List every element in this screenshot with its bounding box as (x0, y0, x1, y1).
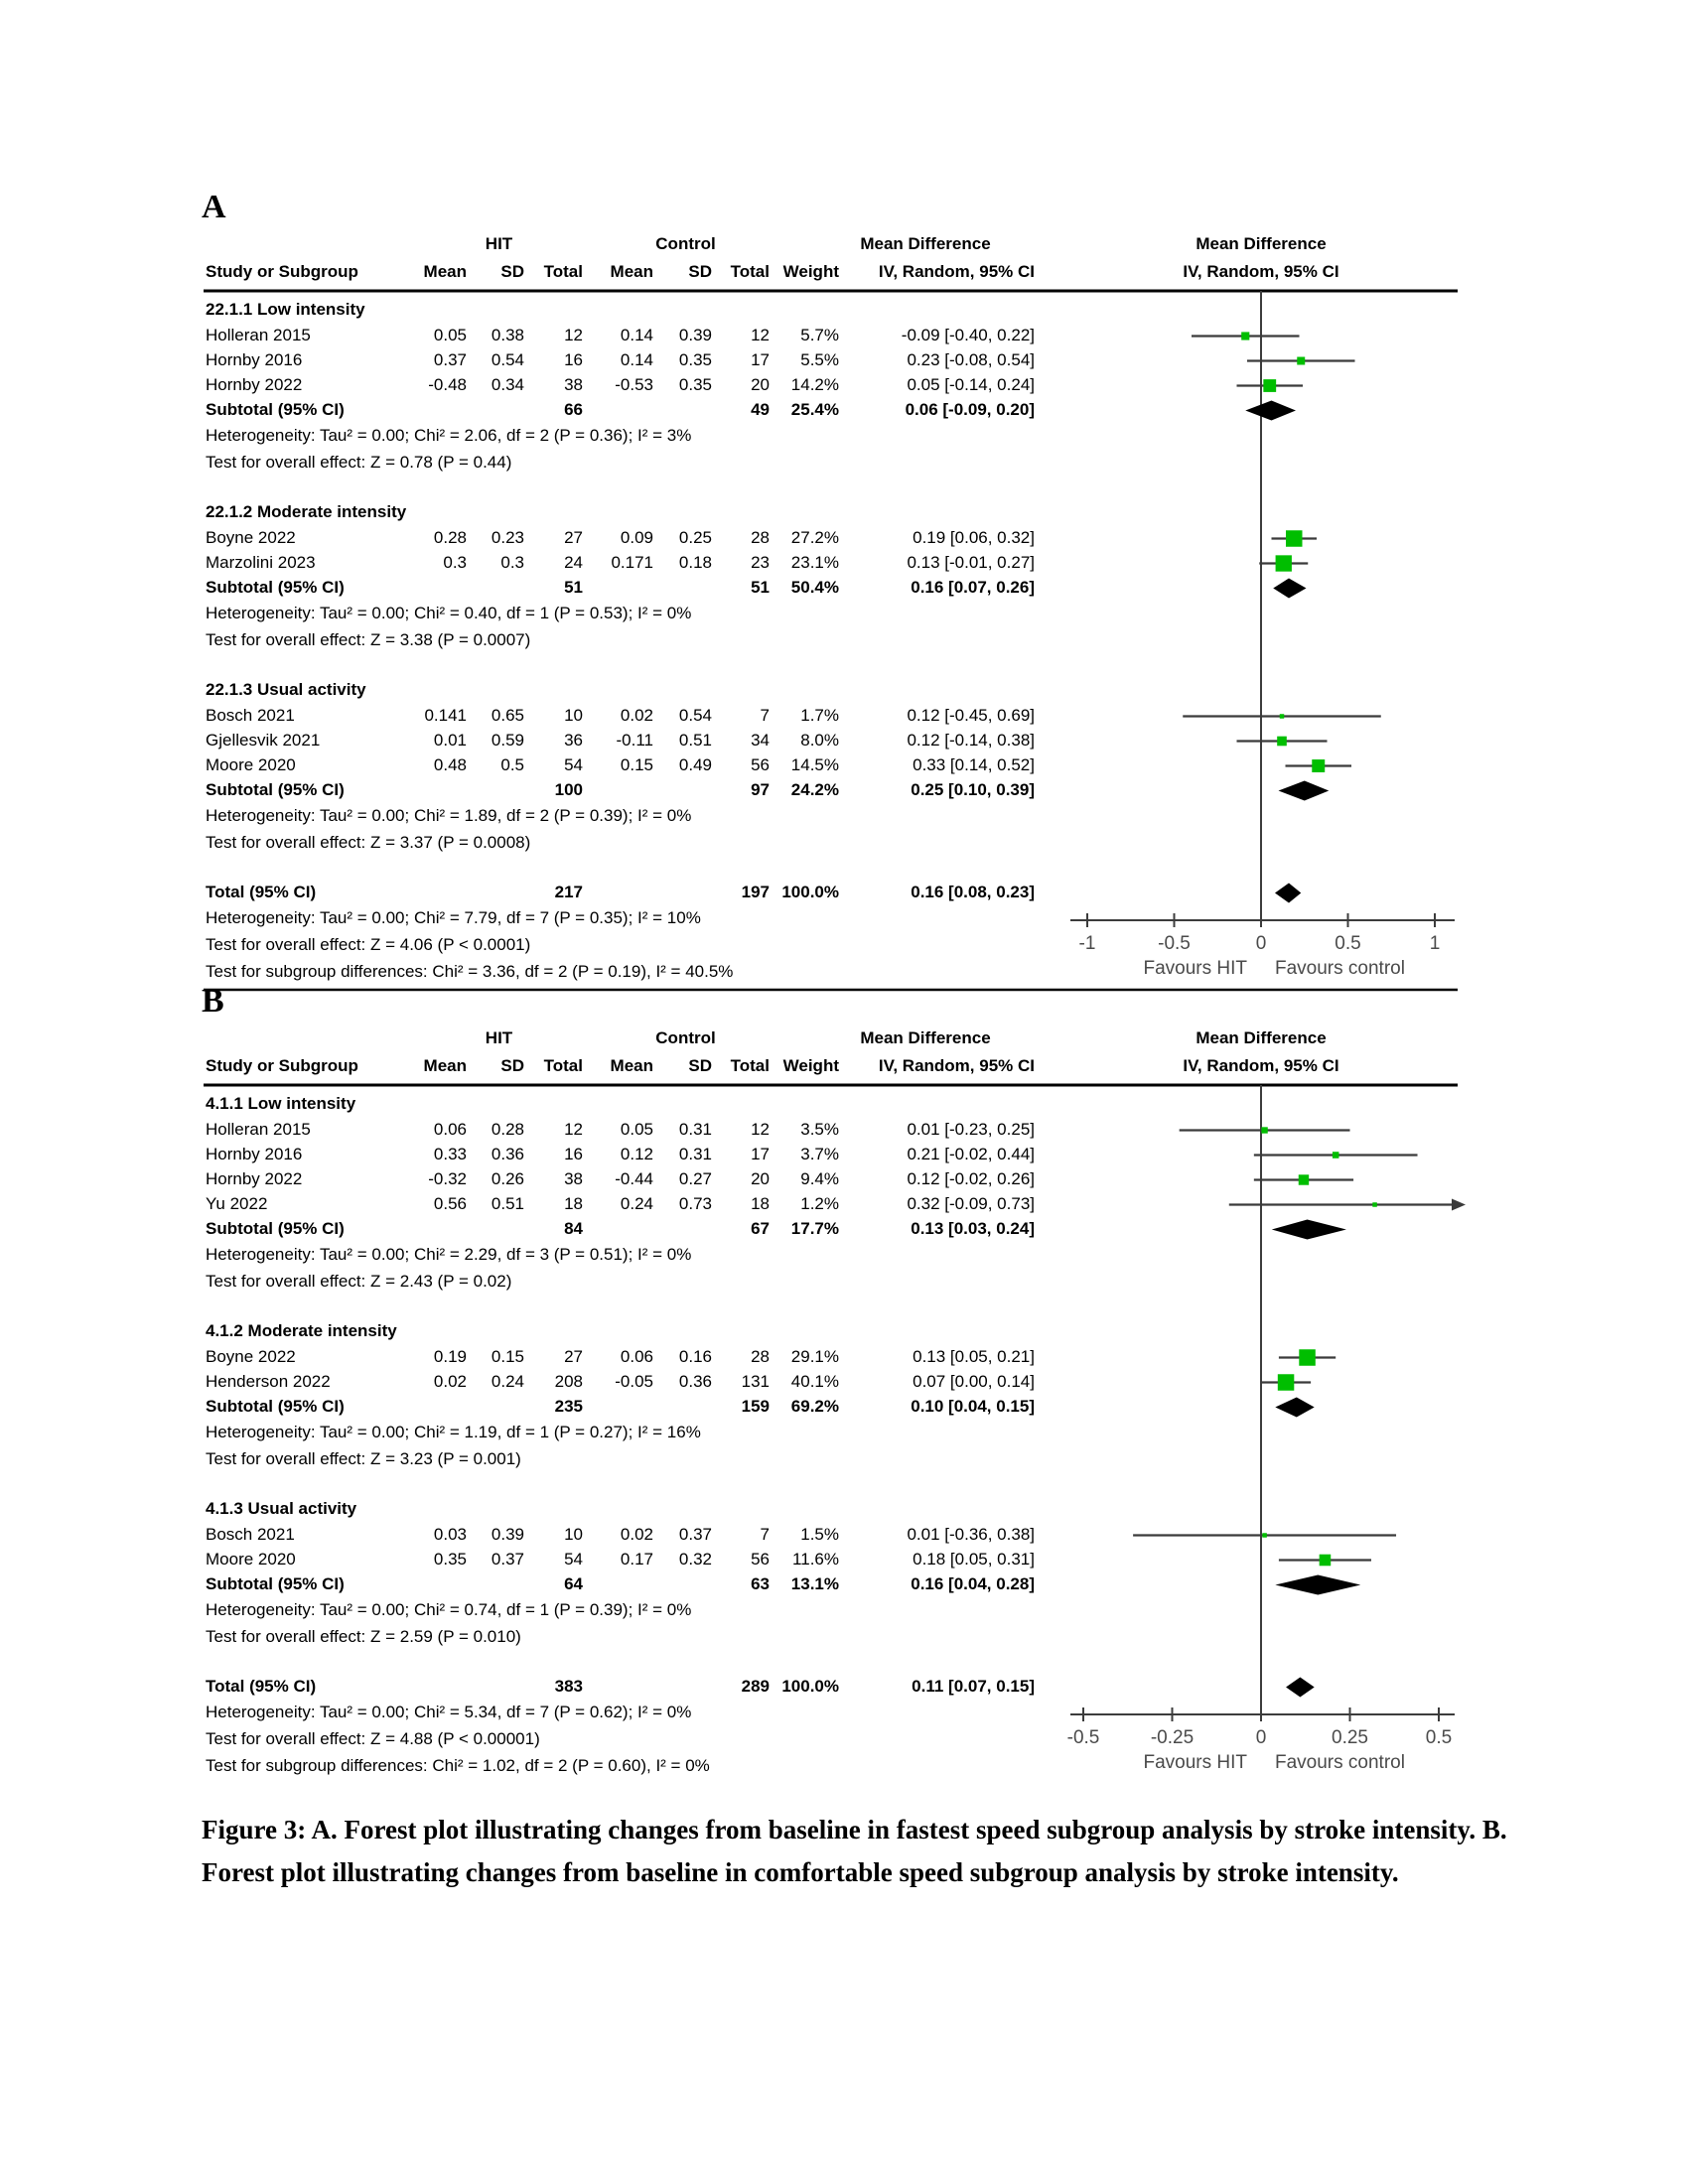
stats-note: Heterogeneity: Tau² = 0.00; Chi² = 0.40, df = 1 (P = 0.53); I² = 0% (206, 604, 692, 622)
weight-value: 1.5% (800, 1525, 839, 1544)
control-total: 23 (751, 553, 770, 572)
header-weight: Weight (782, 262, 839, 281)
subtotal-label: Subtotal (95% CI) (206, 1574, 345, 1593)
subgroup-heading: 4.1.2 Moderate intensity (206, 1321, 397, 1340)
study-name: Hornby 2016 (206, 1145, 303, 1163)
ci-value: -0.09 [-0.40, 0.22] (901, 326, 1035, 344)
subtotal-ci: 0.10 [0.04, 0.15] (911, 1397, 1035, 1416)
study-name: Yu 2022 (206, 1194, 268, 1213)
subtotal-diamond (1273, 579, 1306, 599)
total-weight: 100.0% (781, 883, 839, 901)
control-total: 20 (751, 375, 770, 394)
hit-mean: 0.33 (433, 1145, 467, 1163)
subtotal-diamond (1275, 1398, 1314, 1418)
header-mean-control: Mean (610, 1056, 653, 1075)
stats-note: Test for overall effect: Z = 2.59 (P = 0.010) (206, 1627, 521, 1646)
stats-note: Heterogeneity: Tau² = 0.00; Chi² = 7.79, df = 7 (P = 0.35); I² = 10% (206, 908, 701, 927)
axis-tick-label: -0.5 (1158, 933, 1191, 954)
study-name: Hornby 2016 (206, 350, 303, 369)
subtotal-diamond (1245, 401, 1296, 421)
ci-value: 0.23 [-0.08, 0.54] (907, 350, 1035, 369)
ci-value: 0.33 [0.14, 0.52] (913, 755, 1035, 774)
ci-value: 0.19 [0.06, 0.32] (913, 528, 1035, 547)
hit-total: 36 (564, 731, 583, 750)
stats-note: Heterogeneity: Tau² = 0.00; Chi² = 1.89, df = 2 (P = 0.39); I² = 0% (206, 806, 692, 825)
hit-total: 10 (564, 706, 583, 725)
effect-square (1261, 1127, 1267, 1133)
header-ci-plot: IV, Random, 95% CI (1183, 262, 1339, 281)
control-total: 131 (741, 1372, 770, 1391)
study-name: Gjellesvik 2021 (206, 731, 321, 750)
header-weight: Weight (782, 1056, 839, 1075)
figure-caption: Figure 3: A. Forest plot illustrating changes from baseline in fastest speed subgroup analysis by stroke intensity. B. Forest plot illustrating changes from baseline in comfortable speed subgroup analysis by stroke intensity. (202, 1815, 1507, 1887)
subgroup-heading: 22.1.3 Usual activity (206, 680, 366, 699)
subtotal-diamond (1272, 1220, 1346, 1240)
header-sd-hit: SD (500, 1056, 524, 1075)
weight-value: 8.0% (800, 731, 839, 750)
control-mean: -0.05 (615, 1372, 653, 1391)
stats-note: Heterogeneity: Tau² = 0.00; Chi² = 5.34, df = 7 (P = 0.62); I² = 0% (206, 1703, 692, 1721)
effect-square (1241, 332, 1249, 340)
hit-mean: 0.56 (433, 1194, 467, 1213)
favours-right-label: Favours control (1275, 1752, 1405, 1773)
stats-note: Heterogeneity: Tau² = 0.00; Chi² = 1.19, df = 1 (P = 0.27); I² = 16% (206, 1423, 701, 1441)
total-ci: 0.11 [0.07, 0.15] (912, 1677, 1035, 1696)
header-sd-hit: SD (500, 262, 524, 281)
subtotal-diamond (1275, 1575, 1360, 1595)
axis-tick-label: -1 (1078, 933, 1096, 954)
ci-value: 0.21 [-0.02, 0.44] (907, 1145, 1035, 1163)
subtotal-weight: 13.1% (790, 1574, 839, 1593)
control-total: 56 (751, 755, 770, 774)
total-hit-total: 383 (554, 1677, 583, 1696)
header-mean-difference-plot: Mean Difference (1196, 234, 1327, 253)
control-mean: 0.02 (620, 706, 653, 725)
control-sd: 0.37 (678, 1525, 712, 1544)
weight-value: 1.7% (800, 706, 839, 725)
hit-total: 16 (564, 1145, 583, 1163)
hit-mean: 0.01 (433, 731, 467, 750)
effect-square (1299, 1174, 1309, 1184)
control-mean: 0.02 (620, 1525, 653, 1544)
stats-note: Test for overall effect: Z = 4.88 (P < 0.00001) (206, 1729, 540, 1748)
hit-total: 18 (564, 1194, 583, 1213)
ci-value: 0.12 [-0.02, 0.26] (907, 1169, 1035, 1188)
hit-mean: -0.32 (428, 1169, 467, 1188)
hit-mean: 0.28 (433, 528, 467, 547)
hit-sd: 0.15 (491, 1347, 524, 1366)
subtotal-ci: 0.16 [0.07, 0.26] (911, 578, 1035, 597)
stats-note: Test for subgroup differences: Chi² = 3.36, df = 2 (P = 0.19), I² = 40.5% (206, 962, 734, 981)
control-sd: 0.51 (678, 731, 712, 750)
effect-square (1286, 530, 1303, 547)
header-total-hit: Total (543, 1056, 583, 1075)
study-name: Hornby 2022 (206, 375, 303, 394)
hit-total: 27 (564, 1347, 583, 1366)
control-mean: -0.53 (615, 375, 653, 394)
effect-square (1333, 1152, 1339, 1159)
hit-mean: 0.05 (433, 326, 467, 344)
control-sd: 0.25 (678, 528, 712, 547)
axis-tick-label: -0.25 (1150, 1727, 1195, 1748)
hit-total: 12 (564, 326, 583, 344)
subtotal-label: Subtotal (95% CI) (206, 578, 345, 597)
subtotal-ci: 0.06 [-0.09, 0.20] (905, 400, 1035, 419)
weight-value: 9.4% (800, 1169, 839, 1188)
control-mean: 0.17 (620, 1550, 653, 1569)
stats-note: Test for subgroup differences: Chi² = 1.02, df = 2 (P = 0.60), I² = 0% (206, 1756, 710, 1775)
header-hit-group: HIT (485, 1028, 513, 1047)
subtotal-hit-total: 100 (554, 780, 583, 799)
subtotal-control-total: 63 (751, 1574, 770, 1593)
ci-value: 0.13 [0.05, 0.21] (913, 1347, 1035, 1366)
axis-tick-label: 0 (1255, 1727, 1267, 1748)
hit-sd: 0.39 (491, 1525, 524, 1544)
control-total: 17 (751, 350, 770, 369)
total-ci: 0.16 [0.08, 0.23] (911, 883, 1035, 901)
hit-sd: 0.36 (491, 1145, 524, 1163)
control-sd: 0.32 (678, 1550, 712, 1569)
control-mean: 0.12 (620, 1145, 653, 1163)
ci-value: 0.05 [-0.14, 0.24] (907, 375, 1035, 394)
control-total: 28 (751, 528, 770, 547)
total-weight: 100.0% (781, 1677, 839, 1696)
weight-value: 14.5% (790, 755, 839, 774)
ci-value: 0.13 [-0.01, 0.27] (907, 553, 1035, 572)
effect-square (1312, 759, 1325, 772)
subtotal-ci: 0.25 [0.10, 0.39] (911, 780, 1035, 799)
axis-tick-label: -0.5 (1066, 1727, 1100, 1748)
hit-total: 38 (564, 375, 583, 394)
weight-value: 11.6% (792, 1550, 839, 1569)
subtotal-control-total: 49 (751, 400, 770, 419)
header-mean-hit: Mean (423, 1056, 467, 1075)
hit-sd: 0.54 (491, 350, 524, 369)
ci-value: 0.12 [-0.14, 0.38] (907, 731, 1035, 750)
hit-total: 12 (564, 1120, 583, 1139)
ci-value: 0.12 [-0.45, 0.69] (907, 706, 1035, 725)
axis-tick-label: 1 (1429, 933, 1441, 954)
stats-note: Test for overall effect: Z = 3.37 (P = 0.0008) (206, 833, 531, 852)
header-study: Study or Subgroup (206, 262, 358, 281)
weight-value: 27.2% (790, 528, 839, 547)
panel-letter: A (202, 189, 226, 225)
study-name: Moore 2020 (206, 755, 296, 774)
control-sd: 0.36 (678, 1372, 712, 1391)
stats-note: Heterogeneity: Tau² = 0.00; Chi² = 0.74, df = 1 (P = 0.39); I² = 0% (206, 1600, 692, 1619)
subgroup-heading: 22.1.2 Moderate intensity (206, 502, 407, 521)
hit-sd: 0.51 (491, 1194, 524, 1213)
hit-sd: 0.28 (491, 1120, 524, 1139)
weight-value: 29.1% (790, 1347, 839, 1366)
control-sd: 0.16 (678, 1347, 712, 1366)
header-total-control: Total (730, 262, 770, 281)
total-control-total: 197 (741, 883, 770, 901)
control-total: 7 (760, 706, 770, 725)
subtotal-diamond (1279, 781, 1330, 801)
effect-square (1320, 1555, 1332, 1567)
control-sd: 0.35 (678, 350, 712, 369)
favours-right-label: Favours control (1275, 958, 1405, 979)
control-sd: 0.54 (678, 706, 712, 725)
control-total: 56 (751, 1550, 770, 1569)
effect-square (1262, 1533, 1267, 1538)
effect-square (1299, 1349, 1316, 1366)
weight-value: 5.5% (800, 350, 839, 369)
control-mean: 0.14 (620, 326, 653, 344)
control-total: 17 (751, 1145, 770, 1163)
study-name: Boyne 2022 (206, 528, 296, 547)
effect-square (1263, 379, 1276, 392)
subtotal-control-total: 159 (741, 1397, 770, 1416)
control-mean: 0.24 (620, 1194, 653, 1213)
axis-tick-label: 0.5 (1335, 933, 1361, 954)
ci-value: 0.32 [-0.09, 0.73] (907, 1194, 1035, 1213)
control-mean: 0.09 (620, 528, 653, 547)
subtotal-hit-total: 235 (554, 1397, 583, 1416)
control-mean: 0.05 (620, 1120, 653, 1139)
hit-mean: 0.37 (433, 350, 467, 369)
favours-left-label: Favours HIT (1143, 958, 1247, 979)
header-hit-group: HIT (485, 234, 513, 253)
subgroup-heading: 4.1.1 Low intensity (206, 1094, 356, 1113)
study-name: Hornby 2022 (206, 1169, 303, 1188)
effect-square (1278, 1374, 1295, 1391)
subtotal-control-total: 51 (751, 578, 770, 597)
ci-arrow-right (1452, 1199, 1466, 1211)
hit-sd: 0.23 (491, 528, 524, 547)
header-sd-control: SD (688, 1056, 712, 1075)
weight-value: 3.5% (800, 1120, 839, 1139)
study-name: Holleran 2015 (206, 1120, 311, 1139)
header-total-hit: Total (543, 262, 583, 281)
subtotal-weight: 25.4% (790, 400, 839, 419)
control-sd: 0.27 (678, 1169, 712, 1188)
axis-tick-label: 0 (1255, 933, 1267, 954)
ci-value: 0.07 [0.00, 0.14] (913, 1372, 1035, 1391)
subtotal-label: Subtotal (95% CI) (206, 780, 345, 799)
axis-tick-label: 0.25 (1332, 1727, 1368, 1748)
control-total: 7 (760, 1525, 770, 1544)
control-sd: 0.35 (678, 375, 712, 394)
control-mean: 0.06 (620, 1347, 653, 1366)
header-control-group: Control (655, 1028, 716, 1047)
subtotal-weight: 50.4% (790, 578, 839, 597)
control-mean: 0.14 (620, 350, 653, 369)
header-total-control: Total (730, 1056, 770, 1075)
weight-value: 1.2% (800, 1194, 839, 1213)
total-hit-total: 217 (554, 883, 583, 901)
favours-left-label: Favours HIT (1143, 1752, 1247, 1773)
subtotal-label: Subtotal (95% CI) (206, 400, 345, 419)
hit-mean: -0.48 (428, 375, 467, 394)
control-sd: 0.31 (678, 1120, 712, 1139)
total-diamond (1275, 884, 1301, 903)
header-ci: IV, Random, 95% CI (878, 1056, 1035, 1075)
effect-square (1280, 714, 1285, 719)
header-mean-hit: Mean (423, 262, 467, 281)
hit-total: 54 (564, 755, 583, 774)
subgroup-heading: 22.1.1 Low intensity (206, 300, 365, 319)
header-control-group: Control (655, 234, 716, 253)
weight-value: 14.2% (790, 375, 839, 394)
hit-mean: 0.19 (433, 1347, 467, 1366)
subtotal-label: Subtotal (95% CI) (206, 1397, 345, 1416)
subtotal-label: Subtotal (95% CI) (206, 1219, 345, 1238)
control-mean: 0.171 (611, 553, 653, 572)
weight-value: 5.7% (800, 326, 839, 344)
study-name: Moore 2020 (206, 1550, 296, 1569)
subtotal-hit-total: 84 (564, 1219, 583, 1238)
ci-value: 0.01 [-0.23, 0.25] (907, 1120, 1035, 1139)
study-name: Holleran 2015 (206, 326, 311, 344)
ci-value: 0.18 [0.05, 0.31] (913, 1550, 1035, 1569)
total-label: Total (95% CI) (206, 883, 317, 901)
hit-mean: 0.02 (433, 1372, 467, 1391)
hit-sd: 0.5 (500, 755, 524, 774)
study-name: Bosch 2021 (206, 1525, 295, 1544)
axis-tick-label: 0.5 (1425, 1727, 1453, 1748)
control-sd: 0.39 (678, 326, 712, 344)
total-label: Total (95% CI) (206, 1677, 317, 1696)
header-mean-control: Mean (610, 262, 653, 281)
subtotal-weight: 17.7% (790, 1219, 839, 1238)
panel-letter: B (202, 983, 224, 1020)
subtotal-ci: 0.16 [0.04, 0.28] (911, 1574, 1035, 1593)
header-ci: IV, Random, 95% CI (878, 262, 1035, 281)
weight-value: 3.7% (800, 1145, 839, 1163)
hit-sd: 0.24 (491, 1372, 524, 1391)
hit-sd: 0.34 (491, 375, 524, 394)
ci-value: 0.01 [-0.36, 0.38] (907, 1525, 1035, 1544)
hit-mean: 0.03 (433, 1525, 467, 1544)
control-total: 12 (751, 1120, 770, 1139)
control-mean: -0.44 (615, 1169, 653, 1188)
hit-mean: 0.06 (433, 1120, 467, 1139)
subtotal-hit-total: 51 (564, 578, 583, 597)
hit-mean: 0.35 (433, 1550, 467, 1569)
control-total: 12 (751, 326, 770, 344)
hit-total: 208 (554, 1372, 583, 1391)
effect-square (1276, 555, 1292, 571)
subtotal-weight: 69.2% (790, 1397, 839, 1416)
stats-note: Test for overall effect: Z = 3.23 (P = 0.001) (206, 1449, 521, 1468)
subtotal-control-total: 97 (751, 780, 770, 799)
control-total: 28 (751, 1347, 770, 1366)
header-ci-plot: IV, Random, 95% CI (1183, 1056, 1339, 1075)
weight-value: 23.1% (790, 553, 839, 572)
subtotal-weight: 24.2% (790, 780, 839, 799)
hit-mean: 0.48 (433, 755, 467, 774)
study-name: Boyne 2022 (206, 1347, 296, 1366)
subtotal-ci: 0.13 [0.03, 0.24] (911, 1219, 1035, 1238)
control-mean: 0.15 (620, 755, 653, 774)
control-mean: -0.11 (616, 731, 653, 750)
hit-sd: 0.65 (491, 706, 524, 725)
header-mean-difference-text: Mean Difference (860, 1028, 991, 1047)
stats-note: Heterogeneity: Tau² = 0.00; Chi² = 2.06, df = 2 (P = 0.36); I² = 3% (206, 426, 692, 445)
hit-total: 24 (564, 553, 583, 572)
header-mean-difference-text: Mean Difference (860, 234, 991, 253)
control-total: 34 (751, 731, 770, 750)
control-sd: 0.73 (678, 1194, 712, 1213)
total-diamond (1286, 1678, 1315, 1698)
header-mean-difference-plot: Mean Difference (1196, 1028, 1327, 1047)
header-study: Study or Subgroup (206, 1056, 358, 1075)
effect-square (1277, 737, 1287, 747)
stats-note: Test for overall effect: Z = 3.38 (P = 0.0007) (206, 630, 531, 649)
stats-note: Test for overall effect: Z = 0.78 (P = 0.44) (206, 453, 512, 472)
total-control-total: 289 (741, 1677, 770, 1696)
hit-sd: 0.3 (500, 553, 524, 572)
effect-square (1297, 357, 1305, 365)
stats-note: Heterogeneity: Tau² = 0.00; Chi² = 2.29, df = 3 (P = 0.51); I² = 0% (206, 1245, 692, 1264)
control-sd: 0.18 (678, 553, 712, 572)
hit-mean: 0.3 (443, 553, 467, 572)
control-total: 18 (751, 1194, 770, 1213)
study-name: Henderson 2022 (206, 1372, 331, 1391)
hit-total: 10 (564, 1525, 583, 1544)
header-sd-control: SD (688, 262, 712, 281)
subtotal-hit-total: 64 (564, 1574, 583, 1593)
hit-total: 54 (564, 1550, 583, 1569)
subgroup-heading: 4.1.3 Usual activity (206, 1499, 357, 1518)
stats-note: Test for overall effect: Z = 2.43 (P = 0.02) (206, 1272, 512, 1291)
hit-sd: 0.38 (491, 326, 524, 344)
subtotal-control-total: 67 (751, 1219, 770, 1238)
hit-mean: 0.141 (424, 706, 467, 725)
control-sd: 0.49 (678, 755, 712, 774)
study-name: Marzolini 2023 (206, 553, 316, 572)
weight-value: 40.1% (790, 1372, 839, 1391)
control-total: 20 (751, 1169, 770, 1188)
stats-note: Test for overall effect: Z = 4.06 (P < 0.0001) (206, 935, 531, 954)
subtotal-hit-total: 66 (564, 400, 583, 419)
hit-sd: 0.26 (491, 1169, 524, 1188)
hit-sd: 0.37 (491, 1550, 524, 1569)
effect-square (1372, 1202, 1377, 1207)
hit-sd: 0.59 (491, 731, 524, 750)
hit-total: 16 (564, 350, 583, 369)
hit-total: 27 (564, 528, 583, 547)
hit-total: 38 (564, 1169, 583, 1188)
control-sd: 0.31 (678, 1145, 712, 1163)
study-name: Bosch 2021 (206, 706, 295, 725)
